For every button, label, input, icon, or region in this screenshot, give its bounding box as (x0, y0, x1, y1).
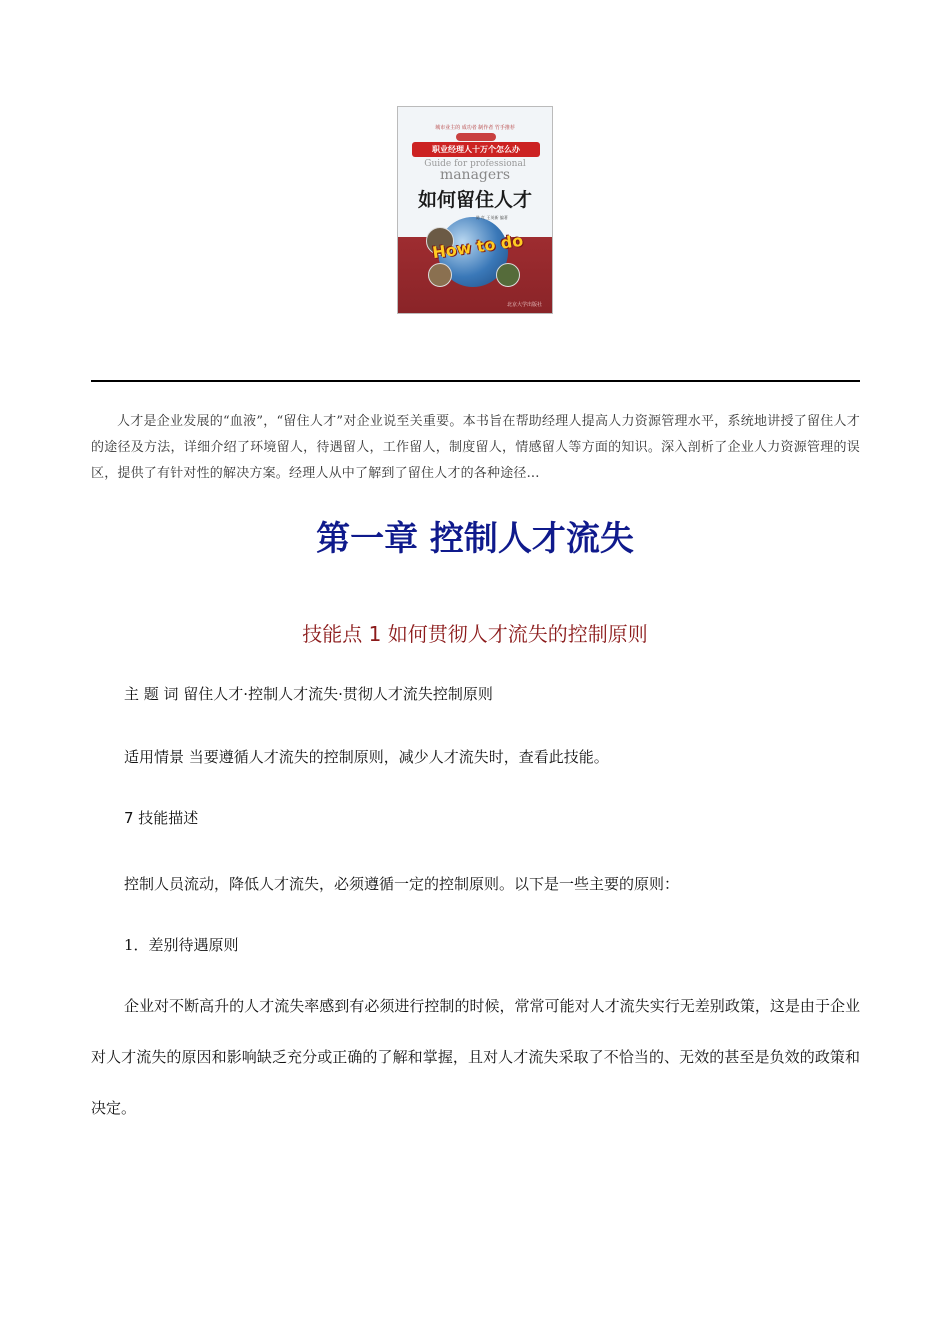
cover-photo-2 (428, 263, 452, 287)
cover-english-line1: Guide for professional (424, 159, 526, 169)
book-abstract: 人才是企业发展的“血液”，“留住人才”对企业说至关重要。本书旨在帮助经理人提高人力资源管理水平，系统地讲授了留住人才的途径及方法，详细介绍了环境留人，待遇留人，工作留人，制度留人，情感留人等方面的知识。深入剖析了企业人力资源管理的误区，提供了有针对性的解决方案。经理人从中了解到了留住人才的各种途径... (91, 414, 860, 481)
description-heading: 7 技能描述 (124, 809, 199, 827)
cover-photo-3 (496, 263, 520, 287)
skill-point-title: 技能点 1 如何贯彻人才流失的控制原则 (302, 622, 648, 646)
cover-badge (456, 133, 496, 141)
horizontal-divider (91, 380, 860, 382)
chapter-title: 第一章 控制人才流失 (316, 519, 634, 559)
cover-how-to-do: How to do (431, 230, 525, 263)
intro-paragraph: 控制人员流动，降低人才流失，必须遵循一定的控制原则。以下是一些主要的原则： (124, 875, 680, 893)
cover-top-line: 城市业主的 成功者 制作者 竹手推荐 (435, 125, 515, 131)
keywords-line: 主 题 词 留住人才·控制人才流失·贯彻人才流失控制原则 (124, 685, 493, 703)
principle-1-body: 企业对不断高升的人才流失率感到有必须进行控制的时候，常常可能对人才流失实行无差别政策，这是由于企业对人才流失的原因和影响缺乏充分或正确的了解和掌握，且对人才流失采取了不恰当的、无效的甚至是负效的政策和决定。 (91, 997, 860, 1117)
cover-publisher: 北京大学出版社 (506, 302, 542, 308)
principle-1-heading: 1．差别待遇原则 (124, 936, 239, 954)
cover-english-line2: managers (439, 167, 511, 183)
cover-book-title: 如何留住人才 (417, 189, 532, 211)
cover-authors: 陈 红 王英新 编著 (476, 215, 508, 220)
cover-series-band: 职业经理人十万个怎么办 (412, 142, 540, 157)
scenario-line: 适用情景 当要遵循人才流失的控制原则，减少人才流失时，查看此技能。 (124, 748, 609, 766)
book-cover-image (397, 106, 553, 314)
